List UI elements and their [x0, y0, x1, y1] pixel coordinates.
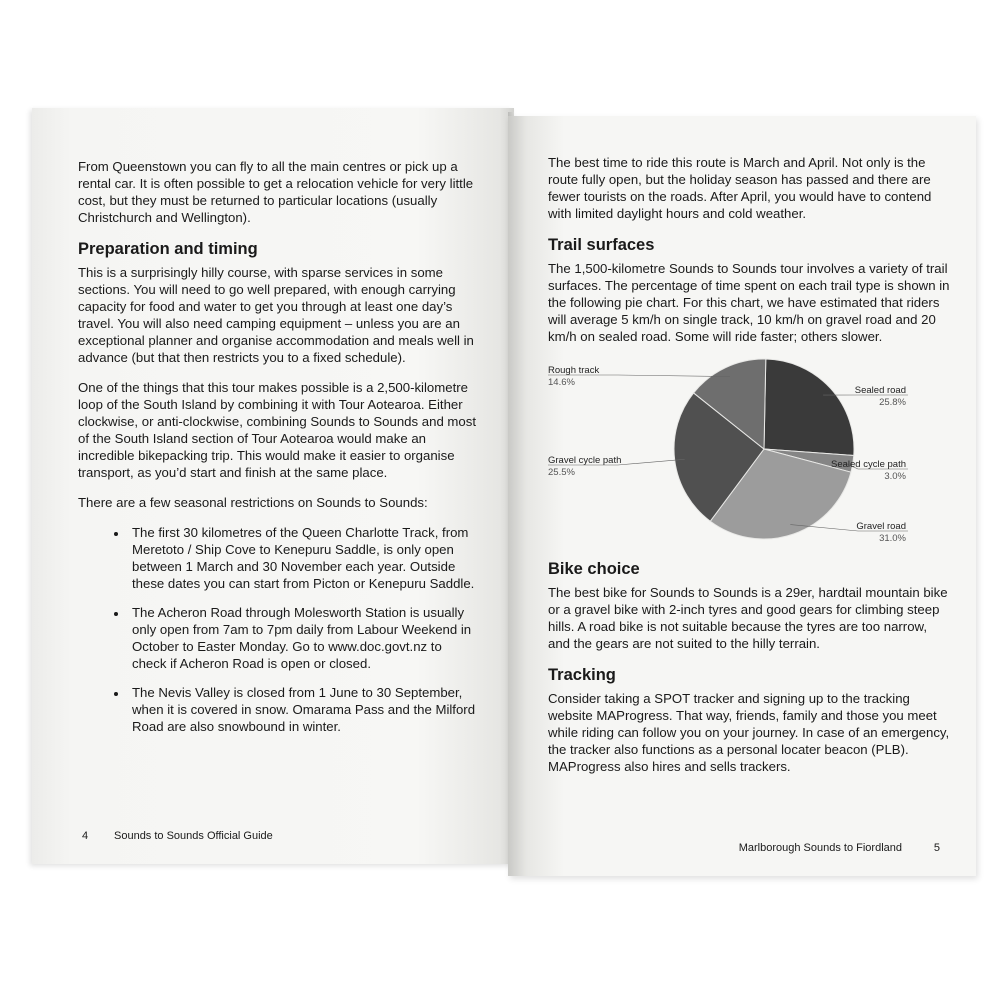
open-book — [24, 96, 976, 874]
right-intro-paragraph: The best time to ride this route is March and April. Not only is the route fully open, but the holiday season has passed and there are fewer tourists on the roads. After April, you would have to contend with limited daylight hours and cold weather. — [548, 155, 932, 221]
pie-label-value: 25.8% — [879, 397, 906, 408]
pie-slice-sealed-road — [764, 359, 854, 455]
pie-label-value: 3.0% — [884, 471, 906, 482]
list-item: • The Acheron Road through Molesworth Station is usually only open from 7am to 7pm daily from Labour Weekend in October to Easter Monday. Go to www.doc.govt.nz to check if Acheron Road is open or closed. — [128, 604, 476, 672]
right-footer-title: Marlborough Sounds to Fiordland — [738, 842, 902, 854]
pie-label-value: 31.0% — [879, 533, 906, 544]
heading-preparation-timing: Preparation and timing — [78, 240, 258, 258]
heading-trail-surfaces: Trail surfaces — [548, 236, 655, 254]
loop-paragraph: One of the things that this tour makes possible is a 2,500-kilometre loop of the South Island by combining it with Tour Aotearoa. Either clockwise, or anti-clockwise, combining Sounds to Sounds and most of the South Island section of Tour Aotearoa would make an incredible bikepacking trip. This would make it easier to organise transport, as you’d start and finish at the same place. — [78, 380, 477, 480]
pie-label-name: Sealed cycle path — [831, 459, 906, 470]
pie-label-name: Gravel cycle path — [548, 455, 622, 466]
right-page-number: 5 — [933, 842, 940, 854]
trail-surfaces-pie-chart — [548, 349, 950, 549]
bike-choice-paragraph: The best bike for Sounds to Sounds is a 29er, hardtail mountain bike or a gravel bike with 2-inch tyres and good gears for climbing steep hills. A road bike is not suitable because the tyres are too narrow, and the gears are not suited to the hilly terrain. — [548, 585, 948, 651]
heading-tracking: Tracking — [548, 666, 616, 684]
pie-label-gravel-cycle-path — [548, 455, 621, 479]
left-intro-paragraph: From Queenstown you can fly to all the main centres or pick up a rental car. It is often possible to get a relocation vehicle for very little cost, but they must be returned to particular locations (usually Christchurch and Wellington). — [78, 159, 474, 225]
pie-label-sealed-cycle-path — [831, 459, 906, 483]
pie-label-value: 14.6% — [548, 377, 575, 388]
restrictions-list — [78, 524, 476, 735]
pie-label-sealed-road — [855, 385, 906, 409]
pie-label-name: Gravel road — [856, 521, 906, 532]
trail-surfaces-paragraph: The 1,500-kilometre Sounds to Sounds tour involves a variety of trail surfaces. The percentage of time spent on each trail type is shown in the following pie chart. For this chart, we have estimated that riders will average 5 km/h on single track, 10 km/h on gravel road and 20 km/h on sealed road. Some will ride faster; others slower. — [548, 261, 950, 344]
pie-label-name: Sealed road — [854, 385, 906, 396]
pie-label-gravel-road — [856, 521, 906, 545]
left-footer-title: Sounds to Sounds Official Guide — [114, 830, 273, 842]
list-item: • The first 30 kilometres of the Queen Charlotte Track, from Meretoto / Ship Cove to Kenepuru Saddle, is only open between 1 March and 30 November each year. Outside these dates you can start from Picton or Kenepuru Saddle. — [128, 524, 476, 592]
pie-label-rough-track — [548, 365, 599, 389]
right-page — [508, 116, 976, 876]
restrictions-intro: There are a few seasonal restrictions on Sounds to Sounds: — [78, 495, 428, 510]
left-page — [32, 108, 514, 864]
tracking-paragraph: Consider taking a SPOT tracker and signing up to the tracking website MAProgress. That way, friends, family and those you meet while riding can follow you on your journey. In case of an emergency, the tracker also functions as a personal locater beacon (PLB). MAProgress also hires and sells trackers. — [548, 691, 950, 774]
preparation-paragraph: This is a surprisingly hilly course, with sparse services in some sections. You will need to go well prepared, with enough carrying capacity for food and water to get you through at least one day’s travel. You will also need camping equipment – unless you are an exceptional planner and organise accommodation and meals well in advance (but that then restricts you to a fixed schedule). — [78, 265, 474, 365]
pie-label-value: 25.5% — [548, 467, 575, 478]
pie-chart-svg — [548, 349, 950, 549]
left-page-number: 4 — [82, 830, 89, 842]
heading-bike-choice: Bike choice — [548, 560, 640, 578]
list-item: • The Nevis Valley is closed from 1 June to 30 September, when it is covered in snow. Omarama Pass and the Milford Road are also snowbound in winter. — [128, 684, 476, 735]
pie-label-name: Rough track — [548, 365, 600, 376]
